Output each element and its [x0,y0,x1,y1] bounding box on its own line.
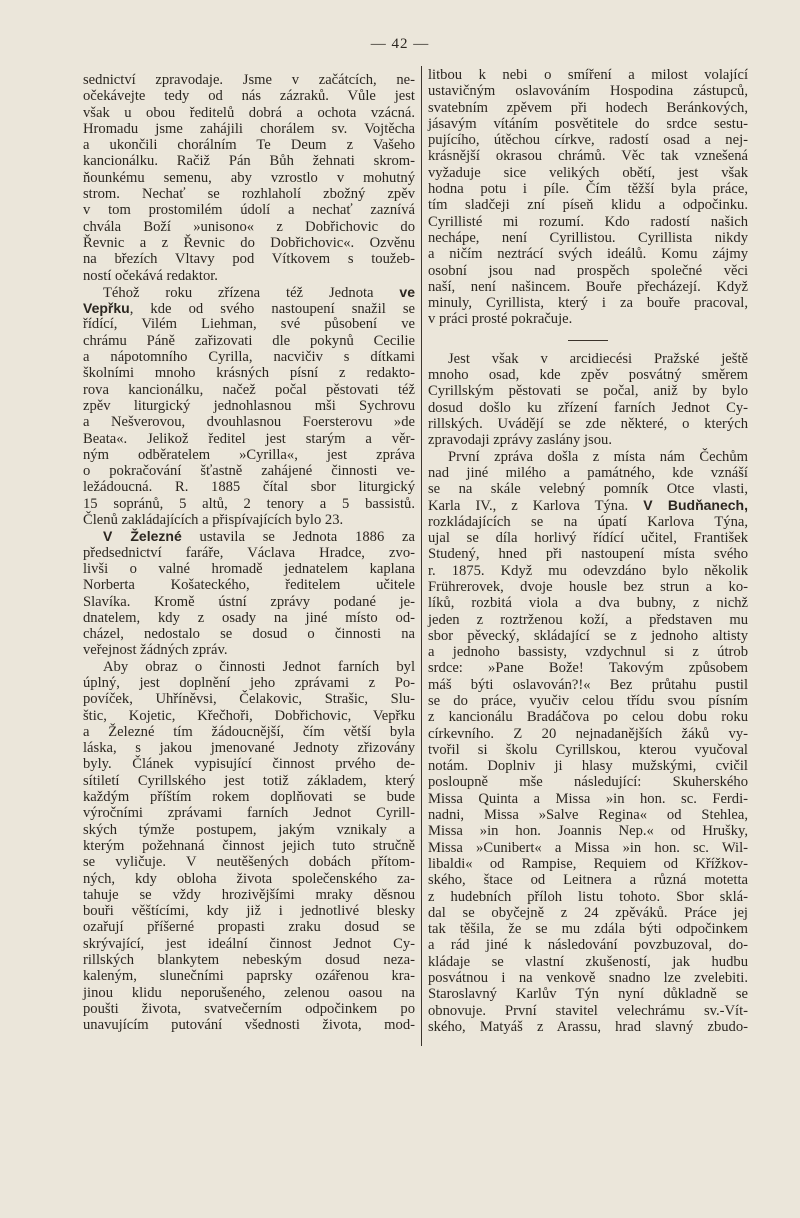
text-line: dnatelem, kdy z osady na jiné místo od- [83,609,415,626]
text-line: církevního. Z 20 nejnadanějších žáků vy- [428,725,748,742]
text-line: sednictví zpravodaje. Jsme v začátcích, ne- [83,72,415,88]
text-line: ným odběratelem »Cyrilla«, jest zpráva [83,446,415,463]
text-line: povíček, Uhříněvsi, Čelakovic, Strašic, Slu- [83,691,415,708]
paragraph [83,72,415,284]
paragraph [428,449,748,1036]
text-line: kládaje se vlastní zkušeností, jak hudbu [428,953,748,970]
text-line: Studený, hned při nastoupení místa svého [428,546,748,563]
paragraph [83,659,415,1034]
text-line: zpěv liturgický jednohlasnou mši Sychrovu [83,397,415,414]
text-line: předsednictví faráře, Václava Hradce, zvo- [83,544,415,561]
text-line: Členů zakládajících a přispívajících bylo 23. [83,512,344,529]
left-column [83,72,415,1034]
text-line: vyžaduje sice velikých obětí, jest však [428,164,748,181]
text-line: jeden z roztrženou koží, a představen mu [428,611,748,628]
text-line: Missa »Cunibert« a Missa »in hon. sc. Wil- [428,839,748,856]
text-line: kaleným, slunečními paprsky ozářenou kra- [83,968,415,985]
bold-place-name: V Budňanech, [643,497,748,514]
text-line: Missa Quinta a Missa »in hon. sc. Ferdi- [428,790,748,807]
text-line: tak těšila, že se mu zdála býti odpočinkem [428,921,748,938]
text-line: kancionálku. Račiž Pán Bůh žehnati skrom- [83,153,415,170]
text-line: První zpráva došla z místa nám Čechům [448,448,748,465]
text-segment: , kde od svého nastoupení snažil se [129,301,415,318]
text-line: naší, není našincem. Bouře přecházejí. Když [428,278,748,295]
text-segment: Téhož roku zřízena též Jednota [103,284,400,301]
paragraph [428,67,748,328]
text-line: srdce: »Pane Bože! Takovým způsobem [428,660,748,677]
text-line: každým příštím rokem doplňovati se bude [83,789,415,806]
text-line: ných, kdy obloha života společenského za- [83,870,415,887]
text-line: Cyrillisté mi rozumí. Kdo radostí našich [428,213,748,230]
text-line: chvála Boží »unisono« z Dobřichovic do [83,218,415,235]
text-line: a Nešverovou, dvouhlasnou Foersterovu »de [83,414,415,431]
text-line: byly. Článek vypisující činnost prvého de- [83,756,415,773]
text-line: nad jiné milého a památného, kde vznáší [428,464,748,481]
text-line: se vyličuje. V neutěšených dobách přítom- [83,854,415,871]
text-line: a ničím neztrácí svých ideálů. Komu zájmy [428,246,748,263]
text-line: 15 sopránů, 5 altů, 2 tenory a 5 bassistů. [83,495,415,512]
text-line: nechápe, není Cyrillistou. Cyrillista nikdy [428,229,748,246]
text-line: a ukončili chorálním Te Deum z Vašeho [83,137,415,154]
text-line: Frührerovek, dvoje housle bez strun a ko- [428,578,748,595]
text-line: livši o valné hromadě jednatelem kaplana [83,560,415,577]
text-segment: ustavila se Jednota 1886 za [181,529,415,546]
text-line: líků, rozbitá viola a dva bubny, z nichž [428,595,748,612]
text-line: Missa »in hon. Joannis Nep.« od Hrušky, [428,823,748,840]
text-line: hodna potu i píle. Čím těžší byla práce, [428,181,748,198]
text-line [83,528,415,544]
text-line: a jednoho bassisty, vzdychnul si z útrob [428,644,748,661]
text-line: v tom prostomilém údolí a nechať zaznívá [83,202,415,219]
text-line: veřejnost žádných zpráv. [83,642,228,659]
text-line: ských týmže postupem, jakým vznikaly a [83,821,415,838]
text-line: Norberta Košateckého, ředitelem učitele [83,577,415,594]
page-number: — 42 — [370,36,430,52]
text-line: ňounkému semenu, aby vzrostlo v mohutný [83,169,415,186]
text-line: ského, štace od Leitnera a různá motetta [428,872,748,889]
text-line: z hudebních příloh listu tohoto. Sbor sklá- [428,888,748,905]
text-segment: Karla IV., z Karlova Týna. [428,498,644,515]
text-line: strom. Nechať se rozhlaholí zbožný zpěv [83,186,415,203]
bold-place-name: ve [399,283,415,300]
right-column [428,67,748,1035]
text-line: rillských blankytem nebeským dosud neza- [83,952,415,969]
text-line: posloupně mše následující: Skuherského [428,774,748,791]
text-line: rozkládajících se na úpatí Karlova Týna, [428,513,748,530]
text-line: o pokračování šťastně zahájené činnosti ve- [83,463,415,480]
text-line: úplný, jest doplnění jeho zprávami z Po- [83,674,415,691]
text-line: chrámu Páně zařizovati dle pokynů Cecilie [83,332,415,349]
text-line: ského, Matyáš z Arassu, hrad slavný zbudo- [428,1018,748,1035]
text-line: dal se obyčejně z 24 zpěváků. Práce jej [428,904,748,921]
text-line [83,284,415,300]
text-line: Řevnic a z Řevnic do Dobřichovic«. Ozvěnu [83,234,415,251]
text-line: se do práce, vyučiv celou třídu svou písním [428,692,748,709]
text-line: láska, s jakou jmenované Jednoty zřizovány [83,740,415,757]
text-line: se na skále velebný pomník Otce vlasti, [428,481,748,498]
text-line: rillských. Uvádějí se zde některé, o kterých [428,415,748,432]
text-line: štic, Kojetic, Křečhoři, Dobřichovic, Vepřku [83,707,415,724]
text-line: a rád jiné k následování povzbuzoval, do- [428,937,748,954]
text-line: ustavičným oslavováním Hospodina zástupců, [428,83,748,100]
paragraph [428,351,748,449]
text-line: minuly, Cyrillista, který i za bouře pracoval, [428,295,748,312]
text-line: pujícího, útěchou církve, radostí osad a nej- [428,132,748,149]
text-line: kterým požehnaná činnost jejich tuto stručně [83,837,415,854]
text-line: notám. Doplniv ji hlasy mužskými, cvičil [428,758,748,775]
column-divider [421,66,422,1046]
text-line: a nápotomního Cyrilla, nacvičiv s dítkami [83,349,415,366]
text-line: obnovuje. První stavitel velechrámu sv.-Vít- [428,1002,748,1019]
text-line: ozařují příšerné propasti zraku dosud se [83,919,415,936]
text-line: svatebním zpěvem při hodech Beránkových, [428,99,748,116]
text-line: řídící, Vilém Liehman, své působení ve [83,316,415,333]
text-line: nadni, Missa »Salve Regina« od Stehlea, [428,807,748,824]
text-line: v práci prosté pokračuje. [428,311,573,328]
text-line: jinou klidu neporušeného, zelenou oasou na [83,984,415,1001]
text-line: tím sladčeji zní píseň klidu a odpočinku. [428,197,748,214]
text-line: mnoho osad, kde zpěv posvátný směrem [428,367,748,384]
text-line: Hromadu jsme zahájili chorálem sv. Vojtěcha [83,120,415,137]
text-line: Staroslavný Karlův Týn nyní důkladně se [428,986,748,1003]
paragraph [83,528,415,658]
text-line: Cyrillským pěstovati se počal, aniž by bylo [428,383,748,400]
text-line: Jest však v arcidiecési Pražské ještě [448,350,748,367]
text-line: ností očekává redaktor. [83,267,218,284]
text-line: ujal se díla horlivý řídící učitel, František [428,530,748,547]
text-line: unavujícím putování všednosti života, mod- [83,1017,415,1034]
text-line: posvátnou i na venkově snadno lze zvelebiti. [428,970,748,987]
text-line: jásavým vítáním posvětitele do srdce sestu- [428,115,748,132]
text-line: ležádoucná. R. 1885 čítal sbor liturgický [83,479,415,496]
text-line: školními mnoho krásných písní z redakto- [83,365,415,382]
text-line: bouři věštícími, kdy již i jednotlivé blesky [83,903,415,920]
text-line: poušti života, svatvečerním odpočinkem po [83,1000,415,1017]
text-line: skrývající, jest ideální činnost Jednot Cy- [83,935,415,952]
text-line: na březích Vltavy pod Vítkovem s toužeb- [83,251,415,268]
text-line: sbor pěvecký, skládající se z jednoho altisty [428,627,748,644]
text-line: však u obou ředitelů dobrá a ochota vzácná. [83,104,415,121]
text-line: Beata«. Jelikož ředitel jest starým a věr- [83,430,415,447]
text-line: zpravodaji zprávy zaslány jsou. [428,432,612,449]
bold-place-name: V Železné [103,528,182,545]
text-line: rova kancionálku, načež počal pěstovati též [83,381,415,398]
text-line: tahuje se vždy hrozivějšími mraky děsnou [83,886,415,903]
text-line: r. 1875. Když mu odevzdáno bylo několik [428,562,748,579]
text-line: očekávejte tedy od nás zázraků. Vůle jest [83,88,415,105]
text-line: tvořil si školu Cyrillskou, kterou vyučoval [428,741,748,758]
section-separator [568,340,608,341]
text-line: Aby obraz o činnosti Jednot farních byl [103,658,415,675]
text-line: Slavíka. Kromě ústní zprávy podané je- [83,593,415,610]
text-line: litbou k nebi o smíření a milost volající [428,67,748,83]
text-line: cházel, nedostalo se dosud o činnosti na [83,626,415,643]
text-line: krásnější okrasou chrámů. Věc tak vznešená [428,148,748,165]
text-line: máš býti oslavován?!« Bez průtahu pustil [428,676,748,693]
text-line: dosud došlo ku zřízení farních Jednot Cy- [428,399,748,416]
paragraph [83,284,415,528]
text-line: osobní jsou nad prospěch společné věci [428,262,748,279]
text-line: libaldi« od Rampise, Requiem od Křížkov- [428,855,748,872]
text-line: z kancionálu Bradáčova po celou dobu roku [428,709,748,726]
text-line [83,300,415,316]
bold-place-name: Vepřku [83,300,130,317]
text-line [428,497,748,513]
text-line: výročními zprávami farních Jednot Cyrill- [83,805,415,822]
text-line: sítiletí Cyrillského jest totiž základem, který [83,772,415,789]
text-line: a Železné tím žádoucnější, čím větší byla [83,723,415,740]
